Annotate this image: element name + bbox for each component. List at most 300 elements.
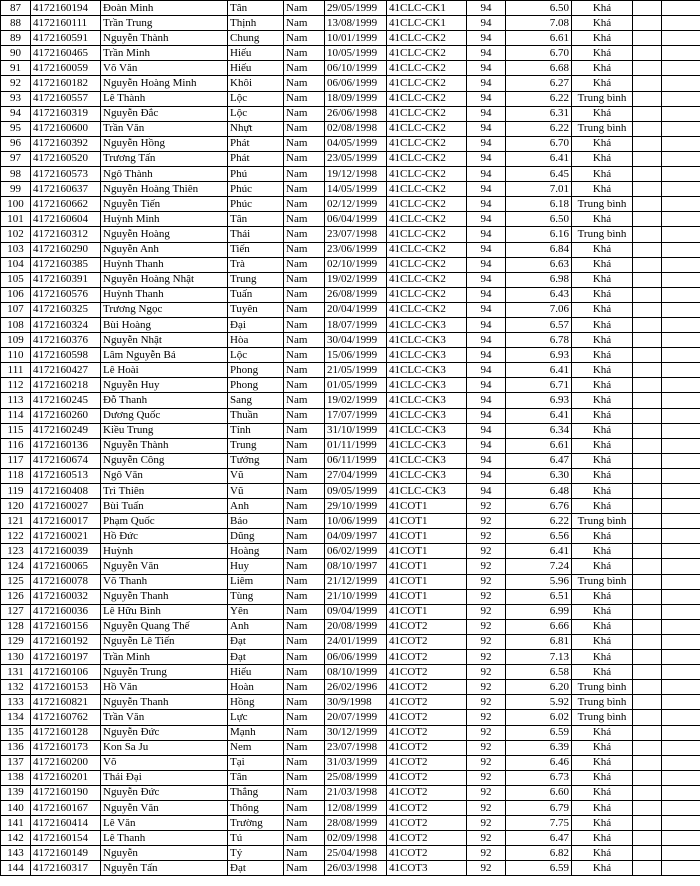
row-number: 119: [1, 484, 31, 499]
blank-cell: [633, 363, 662, 378]
blank-cell: [662, 106, 700, 121]
surname-middle-name: Nguyễn Tấn: [101, 861, 228, 876]
credits: 92: [467, 574, 506, 589]
student-id: 4172160385: [31, 257, 101, 272]
blank-cell: [662, 770, 700, 785]
surname-middle-name: Hồ Đức: [101, 529, 228, 544]
table-row: [1, 484, 700, 499]
gpa-score: 5.92: [506, 695, 572, 710]
credits: 94: [467, 408, 506, 423]
gender: Nam: [284, 861, 325, 876]
date-of-birth: 06/11/1999: [325, 453, 387, 468]
student-id: 4172160249: [31, 423, 101, 438]
surname-middle-name: Lê Hoài: [101, 363, 228, 378]
credits: 92: [467, 816, 506, 831]
gender: Nam: [284, 816, 325, 831]
student-id: 4172160604: [31, 212, 101, 227]
table-row: [1, 725, 700, 740]
blank-cell: [633, 725, 662, 740]
blank-cell: [633, 302, 662, 317]
date-of-birth: 12/08/1999: [325, 800, 387, 815]
student-id: 4172160197: [31, 650, 101, 665]
blank-cell: [633, 212, 662, 227]
gpa-score: 6.70: [506, 46, 572, 61]
credits: 94: [467, 91, 506, 106]
given-name: Dũng: [228, 529, 284, 544]
gender: Nam: [284, 121, 325, 136]
row-number: 99: [1, 182, 31, 197]
table-row: [1, 755, 700, 770]
credits: 94: [467, 61, 506, 76]
blank-cell: [633, 31, 662, 46]
gender: Nam: [284, 182, 325, 197]
row-number: 123: [1, 544, 31, 559]
class-code: 41COT2: [387, 740, 467, 755]
date-of-birth: 09/04/1999: [325, 604, 387, 619]
blank-cell: [662, 438, 700, 453]
blank-cell: [662, 665, 700, 680]
student-id: 4172160513: [31, 468, 101, 483]
table-row: [1, 619, 700, 634]
blank-cell: [662, 484, 700, 499]
blank-cell: [662, 755, 700, 770]
gender: Nam: [284, 619, 325, 634]
blank-cell: [633, 634, 662, 649]
blank-cell: [633, 257, 662, 272]
blank-cell: [662, 46, 700, 61]
date-of-birth: 08/10/1997: [325, 559, 387, 574]
gender: Nam: [284, 408, 325, 423]
gpa-score: 6.61: [506, 31, 572, 46]
classification: Khá: [572, 861, 633, 876]
student-id: 4172160392: [31, 136, 101, 151]
gpa-score: 7.13: [506, 650, 572, 665]
gpa-score: 6.79: [506, 800, 572, 815]
credits: 92: [467, 680, 506, 695]
class-code: 41COT2: [387, 710, 467, 725]
row-number: 126: [1, 589, 31, 604]
row-number: 112: [1, 378, 31, 393]
table-row: [1, 740, 700, 755]
student-id: 4172160414: [31, 816, 101, 831]
table-row: [1, 831, 700, 846]
row-number: 130: [1, 650, 31, 665]
gender: Nam: [284, 740, 325, 755]
classification: Khá: [572, 499, 633, 514]
class-code: 41CLC-CK2: [387, 61, 467, 76]
row-number: 135: [1, 725, 31, 740]
blank-cell: [662, 740, 700, 755]
credits: 94: [467, 438, 506, 453]
blank-cell: [633, 831, 662, 846]
credits: 94: [467, 287, 506, 302]
blank-cell: [633, 680, 662, 695]
gpa-score: 6.27: [506, 76, 572, 91]
table-row: [1, 861, 700, 876]
blank-cell: [662, 212, 700, 227]
given-name: Tại: [228, 755, 284, 770]
given-name: Phát: [228, 136, 284, 151]
class-code: 41CLC-CK2: [387, 197, 467, 212]
gender: Nam: [284, 1, 325, 16]
table-row: [1, 302, 700, 317]
date-of-birth: 02/09/1998: [325, 831, 387, 846]
surname-middle-name: Lê Văn: [101, 816, 228, 831]
row-number: 144: [1, 861, 31, 876]
gpa-score: 6.41: [506, 151, 572, 166]
student-id: 4172160591: [31, 31, 101, 46]
credits: 94: [467, 227, 506, 242]
row-number: 106: [1, 287, 31, 302]
table-row: [1, 46, 700, 61]
class-code: 41CLC-CK2: [387, 182, 467, 197]
student-id: 4172160059: [31, 61, 101, 76]
gender: Nam: [284, 423, 325, 438]
gender: Nam: [284, 333, 325, 348]
gpa-score: 6.81: [506, 634, 572, 649]
classification: Khá: [572, 272, 633, 287]
gpa-score: 6.47: [506, 831, 572, 846]
surname-middle-name: Nguyễn: [101, 846, 228, 861]
row-number: 107: [1, 302, 31, 317]
gender: Nam: [284, 710, 325, 725]
student-id: 4172160376: [31, 333, 101, 348]
blank-cell: [633, 61, 662, 76]
class-code: 41COT2: [387, 634, 467, 649]
date-of-birth: 29/05/1999: [325, 1, 387, 16]
date-of-birth: 09/05/1999: [325, 484, 387, 499]
blank-cell: [633, 242, 662, 257]
gpa-score: 6.93: [506, 393, 572, 408]
date-of-birth: 28/08/1999: [325, 816, 387, 831]
row-number: 110: [1, 348, 31, 363]
class-code: 41CLC-CK3: [387, 438, 467, 453]
credits: 94: [467, 423, 506, 438]
class-code: 41COT2: [387, 785, 467, 800]
blank-cell: [633, 484, 662, 499]
blank-cell: [662, 317, 700, 332]
gender: Nam: [284, 846, 325, 861]
student-id: 4172160598: [31, 348, 101, 363]
credits: 94: [467, 257, 506, 272]
gpa-score: 6.57: [506, 317, 572, 332]
table-row: [1, 257, 700, 272]
classification: Khá: [572, 242, 633, 257]
blank-cell: [633, 136, 662, 151]
credits: 92: [467, 800, 506, 815]
credits: 92: [467, 514, 506, 529]
blank-cell: [633, 559, 662, 574]
gpa-score: 7.08: [506, 16, 572, 31]
surname-middle-name: Nguyễn Hồng: [101, 136, 228, 151]
student-id: 4172160167: [31, 800, 101, 815]
class-code: 41COT2: [387, 680, 467, 695]
gpa-score: 6.93: [506, 348, 572, 363]
gpa-score: 5.96: [506, 574, 572, 589]
gpa-score: 6.51: [506, 589, 572, 604]
date-of-birth: 21/03/1998: [325, 785, 387, 800]
classification: Trung bình: [572, 680, 633, 695]
surname-middle-name: Nguyễn Thanh: [101, 695, 228, 710]
blank-cell: [662, 363, 700, 378]
table-row: [1, 785, 700, 800]
blank-cell: [633, 16, 662, 31]
class-code: 41CLC-CK1: [387, 1, 467, 16]
date-of-birth: 14/05/1999: [325, 182, 387, 197]
table-row: [1, 680, 700, 695]
blank-cell: [662, 816, 700, 831]
classification: Khá: [572, 559, 633, 574]
row-number: 88: [1, 16, 31, 31]
blank-cell: [662, 650, 700, 665]
blank-cell: [633, 121, 662, 136]
given-name: Trung: [228, 438, 284, 453]
surname-middle-name: Bùi Hoàng: [101, 317, 228, 332]
date-of-birth: 10/05/1999: [325, 46, 387, 61]
row-number: 89: [1, 31, 31, 46]
credits: 92: [467, 861, 506, 876]
table-row: [1, 272, 700, 287]
classification: Khá: [572, 725, 633, 740]
date-of-birth: 21/12/1999: [325, 574, 387, 589]
classification: Khá: [572, 665, 633, 680]
date-of-birth: 20/07/1999: [325, 710, 387, 725]
row-number: 129: [1, 634, 31, 649]
surname-middle-name: Hồ Văn: [101, 680, 228, 695]
student-id: 4172160078: [31, 574, 101, 589]
row-number: 109: [1, 333, 31, 348]
given-name: Hòa: [228, 333, 284, 348]
given-name: Thông: [228, 800, 284, 815]
given-name: Huy: [228, 559, 284, 574]
classification: Khá: [572, 348, 633, 363]
row-number: 143: [1, 846, 31, 861]
table-row: [1, 91, 700, 106]
gpa-score: 6.16: [506, 227, 572, 242]
date-of-birth: 25/08/1999: [325, 770, 387, 785]
classification: Khá: [572, 333, 633, 348]
blank-cell: [662, 257, 700, 272]
class-code: 41CLC-CK2: [387, 91, 467, 106]
surname-middle-name: Phạm Quốc: [101, 514, 228, 529]
classification: Trung bình: [572, 514, 633, 529]
surname-middle-name: Kon Sa Ju: [101, 740, 228, 755]
blank-cell: [633, 574, 662, 589]
row-number: 118: [1, 468, 31, 483]
date-of-birth: 15/06/1999: [325, 348, 387, 363]
blank-cell: [633, 514, 662, 529]
surname-middle-name: Đỗ Thanh: [101, 393, 228, 408]
student-id: 4172160260: [31, 408, 101, 423]
surname-middle-name: Võ Văn: [101, 61, 228, 76]
classification: Khá: [572, 755, 633, 770]
date-of-birth: 10/01/1999: [325, 31, 387, 46]
gender: Nam: [284, 227, 325, 242]
row-number: 101: [1, 212, 31, 227]
student-id: 4172160324: [31, 317, 101, 332]
gpa-score: 6.41: [506, 363, 572, 378]
row-number: 96: [1, 136, 31, 151]
blank-cell: [662, 680, 700, 695]
blank-cell: [633, 182, 662, 197]
row-number: 120: [1, 499, 31, 514]
blank-cell: [662, 151, 700, 166]
credits: 92: [467, 634, 506, 649]
student-id: 4172160317: [31, 861, 101, 876]
blank-cell: [633, 453, 662, 468]
classification: Khá: [572, 287, 633, 302]
blank-cell: [633, 650, 662, 665]
gender: Nam: [284, 499, 325, 514]
surname-middle-name: Trì Thiên: [101, 484, 228, 499]
blank-cell: [662, 785, 700, 800]
gpa-score: 6.20: [506, 680, 572, 695]
given-name: Vũ: [228, 468, 284, 483]
class-code: 41CLC-CK3: [387, 378, 467, 393]
surname-middle-name: Nguyễn Thành: [101, 31, 228, 46]
blank-cell: [662, 91, 700, 106]
class-code: 41CLC-CK3: [387, 348, 467, 363]
gpa-score: 6.66: [506, 619, 572, 634]
blank-cell: [633, 151, 662, 166]
surname-middle-name: Huỳnh Thanh: [101, 257, 228, 272]
row-number: 133: [1, 695, 31, 710]
class-code: 41CLC-CK2: [387, 272, 467, 287]
given-name: Thuần: [228, 408, 284, 423]
table-row: [1, 76, 700, 91]
credits: 94: [467, 46, 506, 61]
classification: Trung bình: [572, 574, 633, 589]
gender: Nam: [284, 76, 325, 91]
table-row: [1, 800, 700, 815]
surname-middle-name: Kiều Trung: [101, 423, 228, 438]
credits: 94: [467, 182, 506, 197]
blank-cell: [662, 61, 700, 76]
student-id: 4172160520: [31, 151, 101, 166]
date-of-birth: 06/06/1999: [325, 650, 387, 665]
blank-cell: [633, 740, 662, 755]
class-code: 41COT2: [387, 619, 467, 634]
given-name: Tân: [228, 1, 284, 16]
gpa-score: 6.39: [506, 740, 572, 755]
row-number: 139: [1, 785, 31, 800]
date-of-birth: 21/05/1999: [325, 363, 387, 378]
date-of-birth: 20/04/1999: [325, 302, 387, 317]
classification: Khá: [572, 378, 633, 393]
surname-middle-name: Trần Trung: [101, 16, 228, 31]
surname-middle-name: Trần Minh: [101, 46, 228, 61]
surname-middle-name: Nguyễn Đức: [101, 785, 228, 800]
student-id: 4172160039: [31, 544, 101, 559]
surname-middle-name: Lâm Nguyễn Bá: [101, 348, 228, 363]
classification: Khá: [572, 484, 633, 499]
surname-middle-name: Võ: [101, 755, 228, 770]
credits: 94: [467, 333, 506, 348]
row-number: 113: [1, 393, 31, 408]
class-code: 41CLC-CK2: [387, 46, 467, 61]
class-code: 41CLC-CK2: [387, 106, 467, 121]
surname-middle-name: Nguyễn Hoàng Nhật: [101, 272, 228, 287]
student-id: 4172160153: [31, 680, 101, 695]
date-of-birth: 29/10/1999: [325, 499, 387, 514]
student-id: 4172160600: [31, 121, 101, 136]
class-code: 41CLC-CK3: [387, 408, 467, 423]
blank-cell: [633, 272, 662, 287]
blank-cell: [633, 665, 662, 680]
gender: Nam: [284, 831, 325, 846]
classification: Khá: [572, 257, 633, 272]
credits: 92: [467, 544, 506, 559]
credits: 92: [467, 770, 506, 785]
surname-middle-name: Trần Văn: [101, 121, 228, 136]
gender: Nam: [284, 61, 325, 76]
class-code: 41CLC-CK2: [387, 302, 467, 317]
credits: 92: [467, 499, 506, 514]
row-number: 97: [1, 151, 31, 166]
blank-cell: [633, 91, 662, 106]
blank-cell: [633, 785, 662, 800]
class-code: 41COT1: [387, 604, 467, 619]
blank-cell: [662, 31, 700, 46]
gender: Nam: [284, 755, 325, 770]
table-row: [1, 650, 700, 665]
classification: Khá: [572, 634, 633, 649]
credits: 92: [467, 650, 506, 665]
row-number: 131: [1, 665, 31, 680]
date-of-birth: 23/06/1999: [325, 242, 387, 257]
blank-cell: [633, 710, 662, 725]
row-number: 87: [1, 1, 31, 16]
gender: Nam: [284, 785, 325, 800]
row-number: 138: [1, 770, 31, 785]
gpa-score: 6.22: [506, 121, 572, 136]
given-name: Bảo: [228, 514, 284, 529]
blank-cell: [662, 423, 700, 438]
given-name: Tướng: [228, 453, 284, 468]
classification: Khá: [572, 800, 633, 815]
student-id: 4172160106: [31, 665, 101, 680]
surname-middle-name: Nguyễn Hoàng Thiên: [101, 182, 228, 197]
gpa-score: 6.59: [506, 861, 572, 876]
date-of-birth: 26/02/1996: [325, 680, 387, 695]
table-row: [1, 333, 700, 348]
student-id: 4172160201: [31, 770, 101, 785]
blank-cell: [662, 619, 700, 634]
row-number: 140: [1, 800, 31, 815]
blank-cell: [662, 544, 700, 559]
blank-cell: [662, 16, 700, 31]
classification: Khá: [572, 393, 633, 408]
gender: Nam: [284, 242, 325, 257]
student-id: 4172160194: [31, 1, 101, 16]
table-row: [1, 227, 700, 242]
classification: Khá: [572, 317, 633, 332]
given-name: Lực: [228, 710, 284, 725]
class-code: 41CLC-CK3: [387, 423, 467, 438]
row-number: 105: [1, 272, 31, 287]
class-code: 41CLC-CK3: [387, 363, 467, 378]
student-id: 4172160662: [31, 197, 101, 212]
date-of-birth: 31/03/1999: [325, 755, 387, 770]
row-number: 103: [1, 242, 31, 257]
blank-cell: [662, 242, 700, 257]
class-code: 41COT2: [387, 755, 467, 770]
date-of-birth: 08/10/1999: [325, 665, 387, 680]
student-id: 4172160156: [31, 619, 101, 634]
blank-cell: [662, 529, 700, 544]
blank-cell: [633, 197, 662, 212]
blank-cell: [633, 604, 662, 619]
